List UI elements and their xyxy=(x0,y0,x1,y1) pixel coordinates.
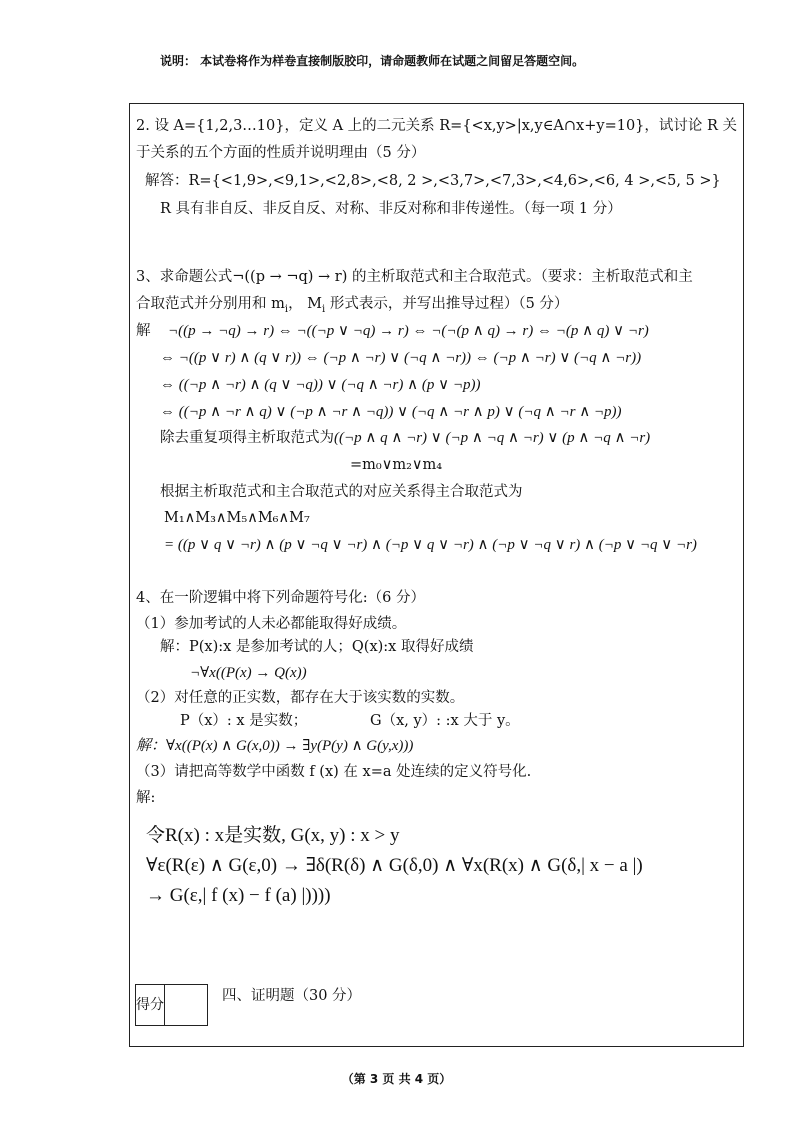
q4-part2: （2）对任意的正实数，都存在大于该实数的实数。 xyxy=(136,690,465,706)
q3-step3: ⇔ ((¬p ∧ ¬r) ∧ (q ∨ ¬q)) ∨ (¬q ∧ ¬r) ∧ (p ∨ ¬p)) xyxy=(160,377,481,393)
q4-part1-formula: ¬∀x((P(x) → Q(x)) xyxy=(190,665,307,681)
score-blank xyxy=(165,985,208,1026)
q3-solution-label: 解 xyxy=(136,323,151,339)
q4-part3-line3: → G(ε,| f (x) − f (a) |)))) xyxy=(146,885,331,906)
q3-step1: ¬((p → ¬q) → r) ⇔ ¬((¬p ∨ ¬q) → r) ⇔ ¬(¬(p ∧ q) → r) ⇔ ¬(p ∧ q) ∨ ¬r) xyxy=(168,323,649,339)
q2-answer1: 解答：R={<1,9>,<9,1>,<2,8>,<8, 2 >,<3,7>,<7,3>,<4,6>,<6, 4 >,<5, 5 >} xyxy=(145,173,721,189)
score-label: 得分 xyxy=(136,985,165,1026)
q4-part1: （1）参加考试的人未必都能取得好成绩。 xyxy=(136,616,407,632)
q2-line1: 2. 设 A={1,2,3…10}，定义 A 上的二元关系 R={<x,y>|x,y∈A∩x+y=10}，试讨论 R 关 xyxy=(136,118,738,134)
q3-sub-i: i xyxy=(284,303,289,315)
q3-sub-i2: i xyxy=(322,303,326,315)
q4-title: 4、在一阶逻辑中将下列命题符号化:（6 分） xyxy=(136,590,425,606)
q4-part3-line2: ∀ε(R(ε) ∧ G(ε,0) → ∃δ(R(δ) ∧ G(δ,0) ∧ ∀x(R(x) ∧ G(δ,| x − a |) xyxy=(146,855,643,876)
q3-line1: 3、求命题公式¬((p → ¬q) → r) 的主析取范式和主合取范式。（要求：主析取范式和主 xyxy=(136,269,693,285)
q3-minterms: =m₀∨m₂∨m₄ xyxy=(350,457,443,473)
q3-line2-end: 形式表示，并写出推导过程）（5 分） xyxy=(325,296,569,312)
q3-line2 xyxy=(136,294,568,320)
q2-line2: 于关系的五个方面的性质并说明理由（5 分） xyxy=(136,145,426,161)
q3-step4: ⇔ ((¬p ∧ ¬r ∧ q) ∨ (¬p ∧ ¬r ∧ ¬q)) ∨ (¬q ∧ ¬r ∧ p) ∨ (¬q ∧ ¬r ∧ ¬p)) xyxy=(160,404,622,420)
score-box xyxy=(135,984,208,1026)
q4-part1-def: 解：P(x):x 是参加考试的人；Q(x):x 取得好成绩 xyxy=(160,639,474,655)
q3-line2-mid: ， M xyxy=(288,296,323,312)
q4-part2-def2: G（x, y）: :x 大于 y。 xyxy=(370,713,520,729)
q4-part2-def1: P（x）: x 是实数； xyxy=(180,713,308,729)
q3-remove-dup xyxy=(160,428,650,448)
q3-step2: ⇔ ¬((p ∨ r) ∧ (q ∨ r)) ⇔ (¬p ∧ ¬r) ∨ (¬q ∧ ¬r)) ⇔ (¬p ∧ ¬r) ∨ (¬q ∧ ¬r)) xyxy=(160,350,642,366)
header-notice: 说明： 本试卷将作为样卷直接制版胶印，请命题教师在试题之间留足答题空间。 xyxy=(160,54,585,68)
page-footer: （第 3 页 共 4 页） xyxy=(341,1072,452,1086)
q4-part2-formula: 解：∀x((P(x) ∧ G(x,0)) → ∃y(P(y) ∧ G(y,x))) xyxy=(136,738,414,754)
q3-maxterms: M₁∧M₃∧M₅∧M₆∧M₇ xyxy=(164,510,310,526)
q4-part3-line1: 令R(x) : x是实数, G(x, y) : x > y xyxy=(146,825,400,846)
q2-answer2: R 具有非自反、非反自反、对称、非反对称和非传递性。（每一项 1 分） xyxy=(160,201,622,217)
q4-part3-solution-label: 解: xyxy=(136,790,156,806)
q3-line2-text: 合取范式并分别用和 m xyxy=(136,296,285,312)
q3-remove-dup-text: 除去重复项得主析取范式为 xyxy=(160,430,334,446)
q3-conj-intro: 根据主析取范式和主合取范式的对应关系得主合取范式为 xyxy=(160,484,523,500)
q4-part3: （3）请把高等数学中函数 f (x) 在 x=a 处连续的定义符号化. xyxy=(136,764,532,780)
q3-cnf-formula: = ((p ∨ q ∨ ¬r) ∧ (p ∨ ¬q ∨ ¬r) ∧ (¬p ∨ q ∨ ¬r) ∧ (¬p ∨ ¬q ∨ r) ∧ (¬p ∨ ¬q ∨ ¬r) xyxy=(164,537,697,553)
section4-title: 四、证明题（30 分） xyxy=(222,988,362,1004)
q3-dnf-formula: ((¬p ∧ q ∧ ¬r) ∨ (¬p ∧ ¬q ∧ ¬r) ∨ (p ∧ ¬q ∧ ¬r) xyxy=(334,430,651,446)
